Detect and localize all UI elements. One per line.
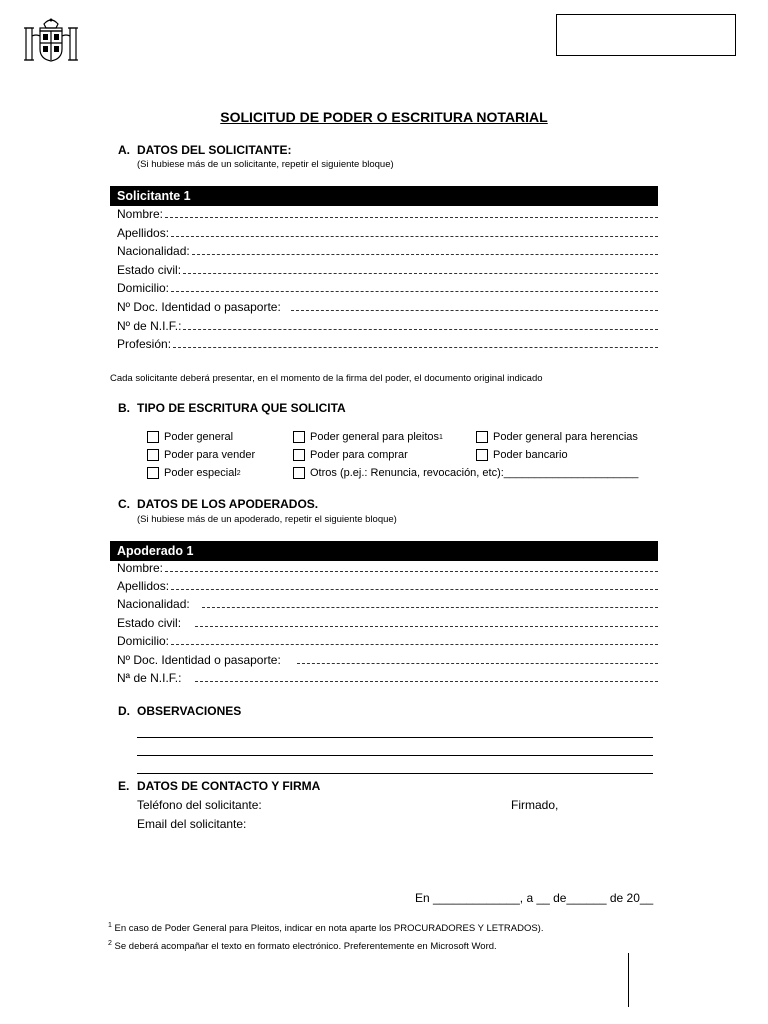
solicitante-nacionalidad-field[interactable]: Nacionalidad: (117, 244, 658, 262)
section-a-note: (Si hubiese más de un solicitante, repetir el siguiente bloque) (137, 159, 394, 170)
solicitante-nombre-field[interactable]: Nombre: (117, 207, 658, 225)
observaciones-line-2[interactable] (137, 755, 653, 756)
section-a-heading: A. DATOS DEL SOLICITANTE: (118, 143, 292, 157)
solicitante-estado-civil-field[interactable]: Estado civil: (117, 263, 658, 281)
solicitante-documento-field[interactable]: Nº Doc. Identidad o pasaporte: (117, 300, 658, 318)
checkbox-icon[interactable] (147, 467, 159, 479)
checkbox-poder-vender[interactable]: Poder para vender (147, 449, 255, 461)
footnote-2: $^2$ Se deberá acompañar el texto en formato electrónico. Preferentemente en Microsoft Word. (108, 940, 497, 953)
page-title: SOLICITUD DE PODER O ESCRITURA NOTARIAL (220, 109, 548, 125)
registry-stamp-box (556, 14, 736, 56)
solicitante-apellidos-field[interactable]: Apellidos: (117, 226, 658, 244)
apoderado-nacionalidad-field[interactable]: Nacionalidad: (117, 597, 658, 615)
observaciones-line-3[interactable] (137, 773, 653, 774)
email-label: Email del solicitante: (137, 817, 247, 831)
phone-label: Teléfono del solicitante: (137, 798, 262, 812)
signed-label: Firmado, (511, 798, 559, 812)
page-edge-line (628, 953, 629, 1007)
checkbox-poder-comprar[interactable]: Poder para comprar (293, 449, 408, 461)
checkbox-poder-especial[interactable]: Poder especial 2 (147, 467, 241, 479)
section-c-heading: C. DATOS DE LOS APODERADOS. (118, 497, 319, 511)
apoderado-apellidos-field[interactable]: Apellidos: (117, 579, 658, 597)
solicitante-block-header: Solicitante 1 (110, 186, 658, 206)
checkbox-icon[interactable] (293, 467, 305, 479)
checkbox-icon[interactable] (476, 449, 488, 461)
apoderado-estado-civil-field[interactable]: Estado civil: (117, 616, 658, 634)
section-c-note: (Si hubiese más de un apoderado, repetir el siguiente bloque) (137, 514, 397, 525)
solicitante-document-note: Cada solicitante deberá presentar, en el momento de la firma del poder, el documento original indicado (110, 373, 543, 384)
checkbox-icon[interactable] (293, 449, 305, 461)
checkbox-icon[interactable] (147, 449, 159, 461)
apoderado-block-header: Apoderado 1 (110, 541, 658, 561)
checkbox-otros[interactable]: Otros (p.ej.: Renuncia, revocación, etc):______________________ (293, 467, 638, 479)
coat-of-arms-icon (22, 14, 80, 72)
checkbox-icon[interactable] (293, 431, 305, 443)
checkbox-poder-general[interactable]: Poder general (147, 431, 233, 443)
apoderado-documento-field[interactable]: Nº Doc. Identidad o pasaporte: (117, 653, 658, 671)
checkbox-icon[interactable] (147, 431, 159, 443)
solicitante-domicilio-field[interactable]: Domicilio: (117, 281, 658, 299)
checkbox-poder-pleitos[interactable]: Poder general para pleitos 1 (293, 431, 443, 443)
checkbox-icon[interactable] (476, 431, 488, 443)
checkbox-poder-bancario[interactable]: Poder bancario (476, 449, 568, 461)
solicitante-profesion-field[interactable]: Profesión: (117, 337, 658, 355)
solicitante-nif-field[interactable]: Nº de N.I.F.: (117, 319, 658, 337)
section-d-heading: D. OBSERVACIONES (118, 704, 242, 718)
apoderado-nif-field[interactable]: Nª de N.I.F.: (117, 671, 658, 689)
observaciones-line-1[interactable] (137, 737, 653, 738)
apoderado-domicilio-field[interactable]: Domicilio: (117, 634, 658, 652)
checkbox-poder-herencias[interactable]: Poder general para herencias (476, 431, 638, 443)
apoderado-nombre-field[interactable]: Nombre: (117, 561, 658, 579)
date-place-line: En _____________, a __ de______ de 20__ (415, 891, 654, 905)
footnote-1: $^1$ En caso de Poder General para Pleitos, indicar en nota aparte los PROCURADORES Y LETRADOS). (108, 922, 544, 935)
section-e-heading: E. DATOS DE CONTACTO Y FIRMA (118, 779, 321, 793)
section-b-heading: B. TIPO DE ESCRITURA QUE SOLICITA (118, 401, 346, 415)
